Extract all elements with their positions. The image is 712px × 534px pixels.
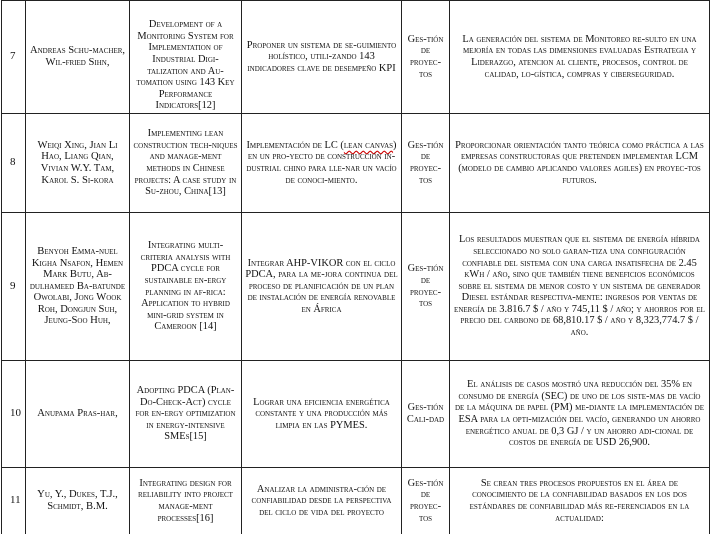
authors-cell: Andreas Schu-macher, Wil-fried Sihn, <box>26 1 130 114</box>
result-cell: La generación del sistema de Monitoreo re-sulto en una mejoría en todas las dimensiones evaluadas Estrategia y Liderazgo, atencion al cliente, procesos, control de calidad, lo-gística, compras y ciberseguridad. <box>450 1 710 114</box>
title-cell: Integrating multi-criteria analysis with PDCA cycle for sustainable en-ergy planning in af-rica: Application to hybrid mini-grid system in Cameroon [14] <box>130 213 242 361</box>
row-number: 11 <box>2 468 26 534</box>
row-number: 9 <box>2 213 26 361</box>
proposal-text-after: ) en un pro-yecto de construcción in-dustrial chino para lle-nar un vacío de conoci-miento. <box>246 139 397 186</box>
area-cell: Ges-tión de proyec-tos <box>402 114 450 213</box>
row-number: 7 <box>2 1 26 114</box>
table-row <box>2 468 710 534</box>
authors-cell: Benyoh Emma-nuel Kigha Nsafon, Hemen Mark Butu, Ab-dulhameed Ba-batunde Owolabi, Jong Wook Roh, Dongjun Suh, Jeung-Soo Huh, <box>26 213 130 361</box>
spellcheck-marked-text: lean canvas <box>343 139 394 151</box>
proposal-cell <box>242 114 402 213</box>
proposal-cell: Proponer un sistema de se-guimiento holístico, utili-zando 143 indicadores clave de desempeño KPI <box>242 1 402 114</box>
result-text: consumo de energía (SEC) de uno de los siste-mas de vacío de la máquina de papel (PM) me-diante la implementación de ESA para la opti-mización del vacío, generando un ahorro energético anual de 0,3 GJ / y un ahorro adi-cional de costos de energía de USD 26,900. <box>455 390 704 449</box>
result-cell <box>450 361 710 468</box>
authors-cell: Weiqi Xing, Jian Li Hao, Liang Qian, Vivian W.Y. Tam, Karol S. Si-kora <box>26 114 130 213</box>
authors-cell: Anupama Pras-har, <box>26 361 130 468</box>
area-cell: Ges-tión de proyec-tos <box>402 213 450 361</box>
authors-cell: Yu, Y., Dukes, T.J., Schmidt, B.M. <box>26 468 130 534</box>
title-cell: Adopting PDCA (Plan-Do-Check-Act) cycle for en-ergy optimization in energy-intensive SMEs[15] <box>130 361 242 468</box>
title-cell: Implementing lean construction tech-niques and manage-ment methods in Chinese projects: A case study in Su-zhou, China[13] <box>130 114 242 213</box>
literature-review-table <box>1 0 710 534</box>
proposal-cell: Analizar la administra-ción de confiabilidad desde la perspectiva del ciclo de vida del proyecto <box>242 468 402 534</box>
result-heading-line: El análisis de casos mostró una reducción del 35% en <box>467 379 692 391</box>
proposal-cell: Integrar AHP-VIKOR con el ciclo PDCA, para la me-jora continua del proceso de planificación de un plan de instalación de energía renovable en África <box>242 213 402 361</box>
result-cell: Proporcionar orientación tanto teórica como práctica a las empresas constructoras que pretenden implementar LCM (modelo de cambio aplicando valores agiles) en proyec-tos futuros. <box>450 114 710 213</box>
area-cell: Ges-tión de proyec-tos <box>402 1 450 114</box>
title-cell: Integrating design for reliability into project manage-ment processes[16] <box>130 468 242 534</box>
result-cell: Los resultados muestran que el sistema de energía híbrida seleccionado no solo garan-tiza una configuración confiable del sistema con una carga insatisfecha de 2.45 kWh / año, sino que también tiene beneficios económicos sobre el sistema de menor costo y un sistema de generador Diesel estándar respectiva-mente: ingresos por ventas de energía de 3.816.7 $ / año y 745,11 $ / año; y ahorros por el precio del carbono de 68,810.17 $ / año y 8,323,774.7 $ / año. <box>450 213 710 361</box>
row-number: 8 <box>2 114 26 213</box>
table-row <box>2 213 710 361</box>
area-cell: Ges-tión de proyec-tos <box>402 468 450 534</box>
result-cell: Se crean tres procesos propuestos en el área de conocimiento de la confiabilidad basados en los dos estándares de confiabilidad más re-ferenciados en la actualidad: <box>450 468 710 534</box>
proposal-cell: Lograr una eficiencia energética constante y una producción más limpia en las PYMES. <box>242 361 402 468</box>
table-row <box>2 1 710 114</box>
title-cell: Development of a Monitoring System for Implementation of Industrial Digi-talization and Au-tomation using 143 Key Performance Indicators[12] <box>130 1 242 114</box>
table-row <box>2 114 710 213</box>
row-number: 10 <box>2 361 26 468</box>
table-row <box>2 361 710 468</box>
area-cell: Ges-tión Cali-dad <box>402 361 450 468</box>
proposal-text-before: Implementación de LC ( <box>246 139 344 151</box>
